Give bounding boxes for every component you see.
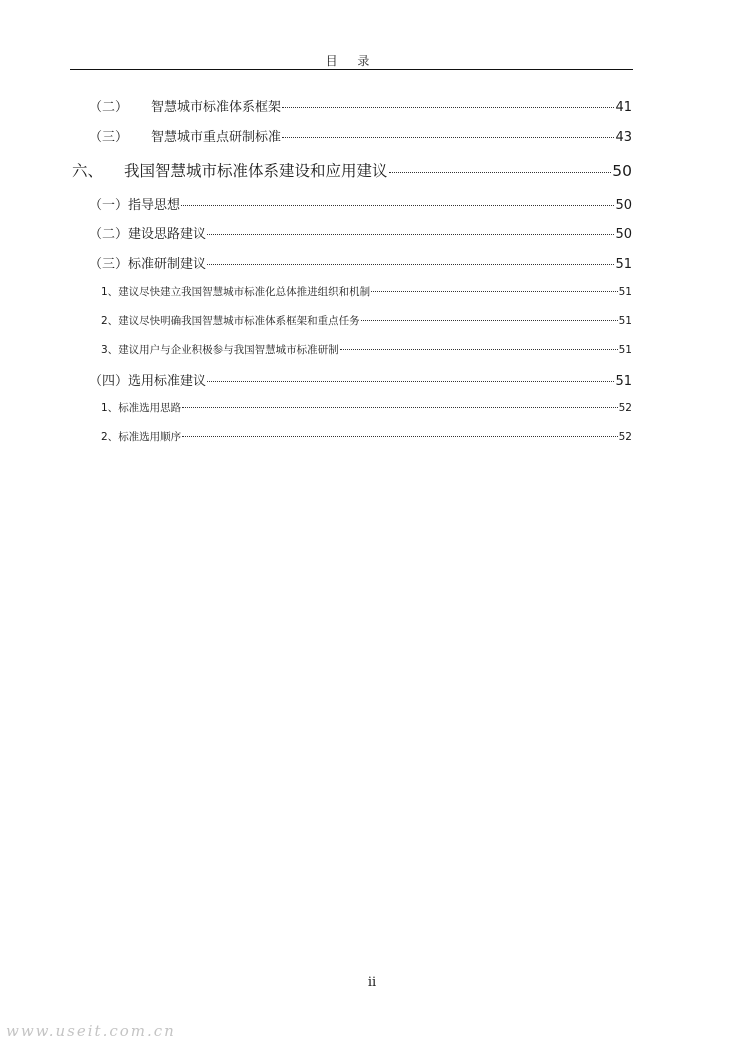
toc-entry-number: （三） bbox=[89, 257, 129, 272]
toc-entry-6-3-3[interactable] bbox=[101, 342, 632, 357]
dot-leader bbox=[182, 436, 617, 437]
dot-leader bbox=[340, 349, 618, 350]
dot-leader bbox=[371, 291, 617, 292]
toc-entry-title: 智慧城市重点研制标准 bbox=[151, 130, 282, 145]
dot-leader bbox=[181, 205, 614, 206]
watermark: www.useit.com.cn bbox=[6, 1022, 176, 1040]
dot-leader bbox=[182, 407, 617, 408]
toc-entry-number: 2、 bbox=[101, 431, 119, 443]
toc-entry-page: 51 bbox=[618, 286, 632, 298]
toc-entry-title: 建设思路建议 bbox=[128, 227, 207, 242]
toc-entry-page: 52 bbox=[618, 431, 632, 443]
page-number: ii bbox=[367, 975, 377, 990]
toc-entry-page: 43 bbox=[615, 130, 632, 145]
toc-entry-page: 50 bbox=[615, 198, 632, 213]
toc-entry-title: 我国智慧城市标准体系建设和应用建议 bbox=[124, 162, 388, 180]
dot-leader bbox=[207, 381, 614, 382]
toc-entry-title: 指导思想 bbox=[128, 198, 181, 213]
toc-entry-6-4-2[interactable] bbox=[101, 429, 632, 444]
dot-leader bbox=[207, 234, 614, 235]
toc-entry-title: 选用标准建议 bbox=[128, 374, 207, 389]
toc-entry-number: （四） bbox=[89, 374, 129, 389]
toc-entry-title: 智慧城市标准体系框架 bbox=[151, 100, 282, 115]
toc-entry-2-2[interactable] bbox=[89, 96, 632, 115]
toc-entry-page: 52 bbox=[618, 402, 632, 414]
toc-entry-6-1[interactable] bbox=[89, 194, 632, 213]
toc-entry-number: 1、 bbox=[101, 402, 119, 414]
dot-leader bbox=[361, 320, 618, 321]
toc-entry-6-3-2[interactable] bbox=[101, 313, 632, 328]
toc-entry-page: 41 bbox=[615, 100, 632, 115]
dot-leader bbox=[282, 137, 614, 138]
toc-entry-number: （三） bbox=[89, 130, 129, 145]
toc-entry-page: 51 bbox=[618, 344, 632, 356]
toc-entry-number: 2、 bbox=[101, 315, 119, 327]
toc-entry-page: 51 bbox=[615, 374, 632, 389]
toc-entry-number: 六、 bbox=[72, 162, 104, 180]
toc-entry-2-3[interactable] bbox=[89, 126, 632, 145]
toc-entry-page: 51 bbox=[618, 315, 632, 327]
toc-entry-number: 3、 bbox=[101, 344, 119, 356]
toc-entry-title: 标准选用思路 bbox=[118, 402, 182, 414]
toc-header-title: 目 录 bbox=[325, 54, 378, 68]
dot-leader bbox=[207, 264, 614, 265]
toc-entry-number: 1、 bbox=[101, 286, 119, 298]
toc-entry-6-4-1[interactable] bbox=[101, 400, 632, 415]
toc-entry-page: 50 bbox=[615, 227, 632, 242]
toc-entry-6-3[interactable] bbox=[89, 253, 632, 272]
toc-entry-6-4[interactable] bbox=[89, 370, 632, 389]
toc-entry-number: （二） bbox=[89, 100, 129, 115]
toc-entry-title: 建议尽快建立我国智慧城市标准化总体推进组织和机制 bbox=[118, 286, 371, 298]
toc-entry-number: （一） bbox=[89, 198, 129, 213]
toc-entry-6-3-1[interactable] bbox=[101, 284, 632, 299]
toc-entry-6-2[interactable] bbox=[89, 223, 632, 242]
toc-entry-title: 建议尽快明确我国智慧城市标准体系框架和重点任务 bbox=[118, 315, 360, 327]
toc-entry-title: 标准选用顺序 bbox=[118, 431, 182, 443]
toc-entry-title: 标准研制建议 bbox=[128, 257, 207, 272]
toc-entry-number: （二） bbox=[89, 227, 129, 242]
toc-entry-chapter-6[interactable] bbox=[72, 159, 632, 181]
dot-leader bbox=[389, 172, 612, 173]
dot-leader bbox=[282, 107, 614, 108]
toc-entry-page: 51 bbox=[615, 257, 632, 272]
toc-entry-title: 建议用户与企业积极参与我国智慧城市标准研制 bbox=[118, 344, 339, 356]
toc-entry-page: 50 bbox=[612, 162, 632, 180]
